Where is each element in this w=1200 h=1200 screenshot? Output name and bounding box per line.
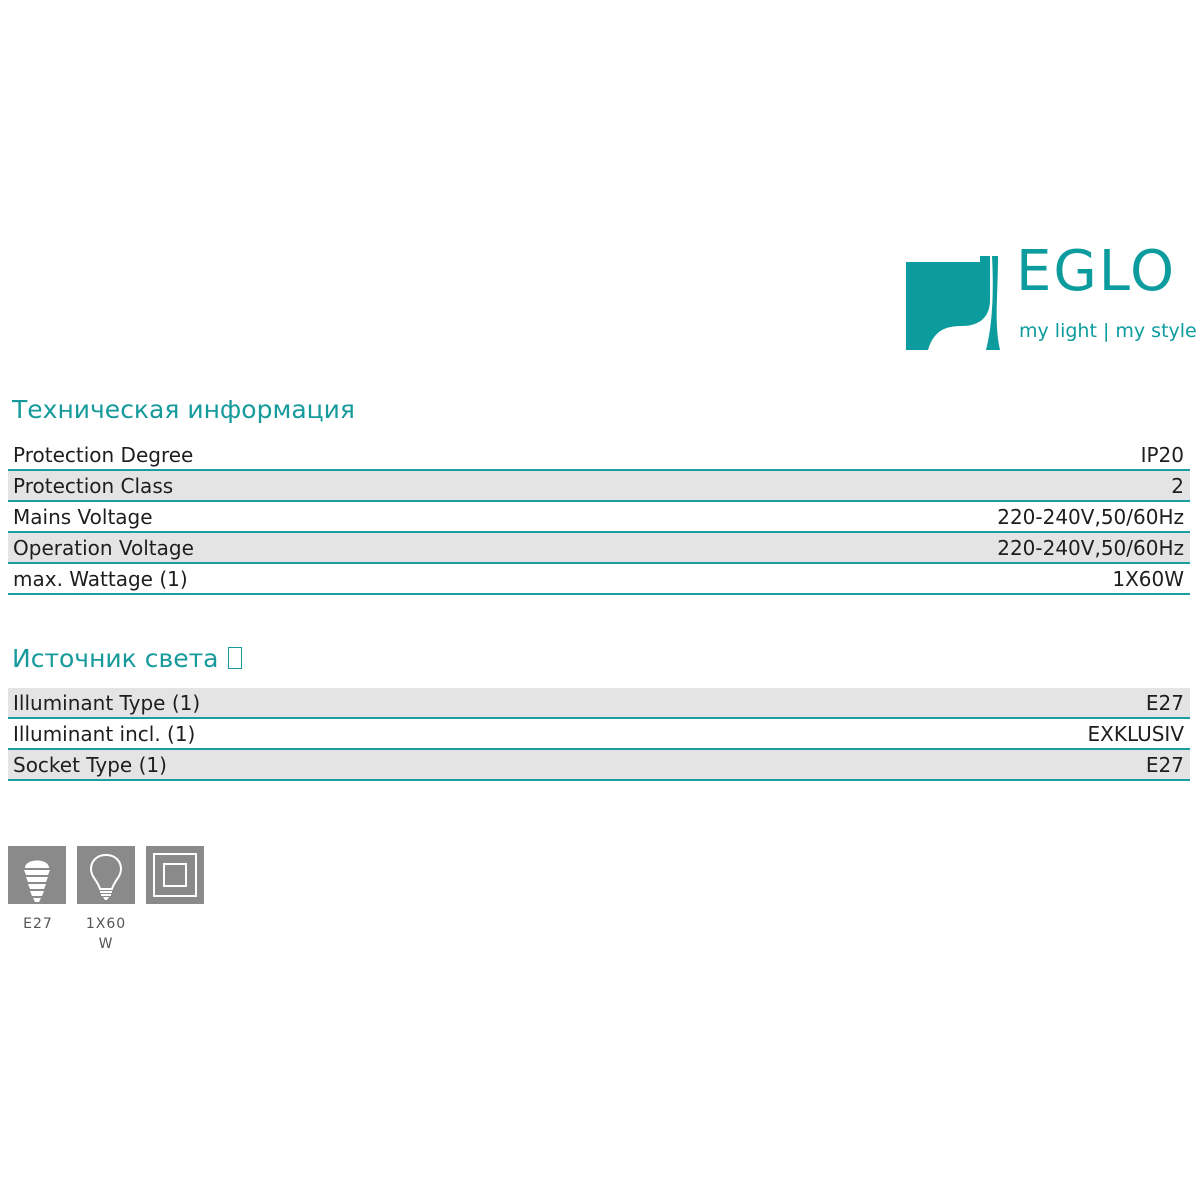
row-label: Protection Class — [13, 473, 174, 498]
table-row — [8, 440, 1190, 471]
row-label: Protection Degree — [13, 442, 194, 467]
row-value: E27 — [1145, 752, 1184, 777]
socket-e27-icon — [8, 846, 66, 904]
bulb-icon — [77, 846, 135, 904]
eglo-logo — [906, 239, 1197, 350]
row-label: max. Wattage (1) — [13, 566, 188, 591]
row-value: IP20 — [1140, 442, 1184, 467]
row-value: 220-240V,50/60Hz — [997, 535, 1184, 560]
technical-info-title-text: Техническая информация — [12, 395, 355, 424]
table-row — [8, 750, 1190, 781]
technical-info-title — [12, 397, 355, 422]
light-source-table — [8, 688, 1190, 781]
row-value: 2 — [1171, 473, 1184, 498]
eglo-logo-mark-icon — [906, 256, 1004, 350]
light-source-title-text: Источник света — [12, 644, 219, 673]
row-value: 220-240V,50/60Hz — [997, 504, 1184, 529]
row-value: EXKLUSIV — [1087, 721, 1184, 746]
missing-glyph-icon — [228, 647, 242, 669]
table-row — [8, 564, 1190, 595]
row-value: 1X60W — [1112, 566, 1184, 591]
row-value: E27 — [1145, 690, 1184, 715]
protection-class-2-icon — [146, 846, 204, 904]
row-label: Mains Voltage — [13, 504, 153, 529]
row-label: Illuminant Type (1) — [13, 690, 201, 715]
bulb-caption-line2: W — [98, 936, 114, 952]
table-row — [8, 719, 1190, 750]
row-label: Operation Voltage — [13, 535, 194, 560]
logo-wordmark: EGLO — [1016, 239, 1177, 304]
bulb-caption — [76, 914, 136, 954]
table-row — [8, 502, 1190, 533]
bulb-caption-line1: 1X60 — [85, 916, 127, 932]
technical-info-table — [8, 440, 1190, 595]
row-label: Illuminant incl. (1) — [13, 721, 196, 746]
row-label: Socket Type (1) — [13, 752, 167, 777]
table-row — [8, 533, 1190, 564]
socket-caption — [8, 914, 68, 934]
table-row — [8, 471, 1190, 502]
socket-caption-text: E27 — [23, 916, 53, 932]
logo-tagline: my light | my style — [1019, 320, 1197, 342]
light-source-title — [12, 646, 242, 671]
table-row — [8, 688, 1190, 719]
